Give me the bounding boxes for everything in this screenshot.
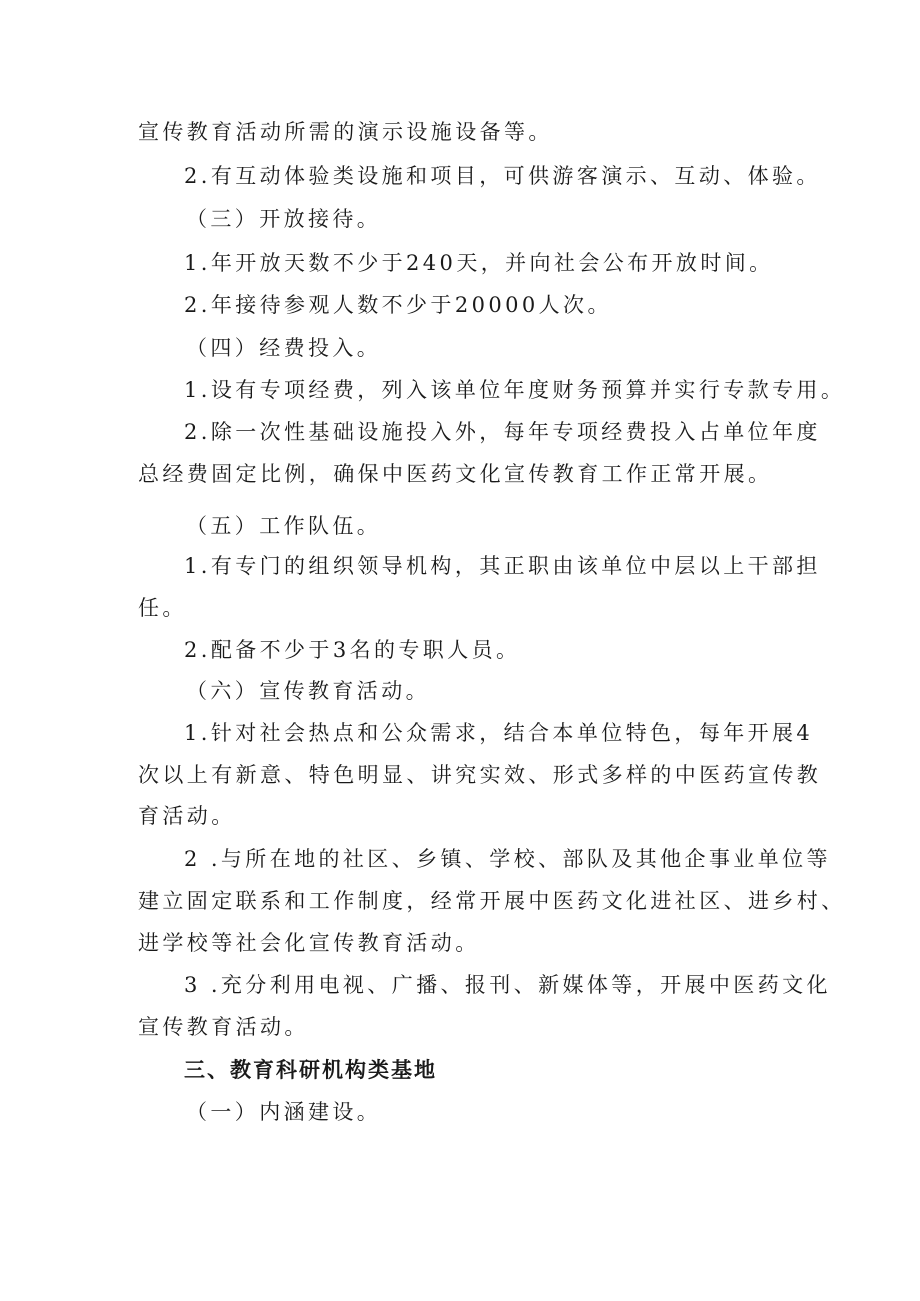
paragraph-continuation-line: 宣传教育活动所需的演示设施设备等。 [138, 120, 553, 144]
section-subheading: （一）内涵建设。 [186, 1100, 382, 1124]
list-item-continuation: 育活动。 [138, 804, 236, 828]
list-item-continuation: 任。 [138, 596, 187, 620]
section-subheading: （六）宣传教育活动。 [186, 679, 430, 703]
list-item: 1.有专门的组织领导机构，其正职由该单位中层以上干部担 [184, 554, 821, 578]
list-item-continuation: 宣传教育活动。 [138, 1015, 309, 1039]
list-item: 2.配备不少于3名的专职人员。 [184, 638, 521, 662]
list-item: 1.设有专项经费，列入该单位年度财务预算并实行专款专用。 [184, 378, 846, 402]
section-subheading: （三）开放接待。 [186, 207, 382, 231]
section-subheading: （四）经费投入。 [186, 336, 382, 360]
list-item: 1.针对社会热点和公众需求，结合本单位特色，每年开展4 [184, 721, 814, 745]
section-heading: 三、教育科研机构类基地 [184, 1058, 437, 1082]
list-item: 3 .充分利用电视、广播、报刊、新媒体等，开展中医药文化 [184, 973, 831, 997]
list-item-continuation: 总经费固定比例，确保中医药文化宣传教育工作正常开展。 [138, 462, 773, 486]
list-item-continuation: 建立固定联系和工作制度，经常开展中医药文化进社区、进乡村、 [138, 889, 846, 913]
list-item: 2.除一次性基础设施投入外，每年专项经费投入占单位年度 [184, 420, 821, 444]
section-subheading: （五）工作队伍。 [186, 514, 382, 538]
list-item: 2 .与所在地的社区、乡镇、学校、部队及其他企事业单位等 [184, 847, 831, 871]
list-item: 1.年开放天数不少于240天，并向社会公布开放时间。 [184, 251, 774, 275]
list-item: 2.年接待参观人数不少于20000人次。 [184, 293, 612, 317]
list-item-continuation: 进学校等社会化宣传教育活动。 [138, 931, 480, 955]
list-item-continuation: 次以上有新意、特色明显、讲究实效、形式多样的中医药宣传教 [138, 763, 822, 787]
list-item: 2.有互动体验类设施和项目，可供游客演示、互动、体验。 [184, 164, 821, 188]
